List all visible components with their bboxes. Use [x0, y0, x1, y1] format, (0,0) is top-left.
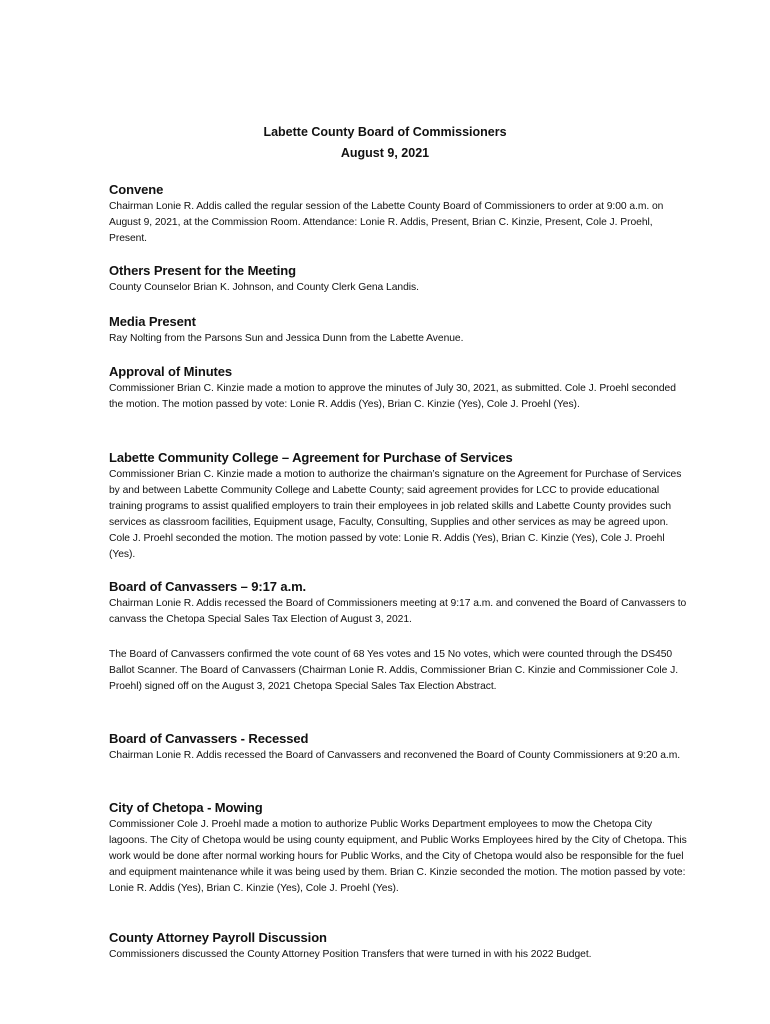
section-lcc-agreement — [109, 449, 689, 563]
section-body: Commissioner Brian C. Kinzie made a motion to approve the minutes of July 30, 2021, as submitted. Cole J. Proehl seconded the motion. The motion passed by vote: Lonie R. Addis (Yes), Brian C. Kinzie (Yes), Cole J. Proehl (Yes). — [109, 383, 676, 410]
section-others-present — [109, 262, 689, 296]
section-body: Ray Nolting from the Parsons Sun and Jessica Dunn from the Labette Avenue. — [109, 333, 464, 344]
section-body: Chairman Lonie R. Addis recessed the Board of Canvassers and reconvened the Board of County Commissioners at 9:20 a.m. — [109, 750, 681, 761]
section-canvass-results — [109, 647, 689, 695]
section-heading: Others Present for the Meeting — [109, 263, 296, 278]
section-body: Commissioner Brian C. Kinzie made a motion to authorize the chairman’s signature on the Agreement for Purchase of Services by and between Labette Community College and Labette County; said agreement provides for LCC to provide educational training programs to assist qualified employers to train their employees in job related skills and Labette County provides such services as classroom facilities, Equipment usage, Faculty, Consulting, Supplies and other services as may be agreed upon. Cole J. Proehl seconded the motion. The motion passed by vote: Lonie R. Addis (Yes), Brian C. Kinzie (Yes), Cole J. Proehl (Yes). — [109, 469, 682, 560]
section-body: Chairman Lonie R. Addis called the regular session of the Labette County Board of Commissioners to order at 9:00 a.m. on August 9, 2021, at the Commission Room. Attendance: Lonie R. Addis, Present, Brian C. Kinzie, Present, Cole J. Proehl, Present. — [109, 201, 664, 244]
section-body: Chairman Lonie R. Addis recessed the Board of Commissioners meeting at 9:17 a.m. and convened the Board of Canvassers to canvass the Chetopa Special Sales Tax Election of August 3, 2021. — [109, 598, 687, 625]
section-board-of-canvassers — [109, 578, 689, 628]
section-heading: Media Present — [109, 314, 196, 329]
section-approval-of-minutes — [109, 363, 689, 413]
section-heading: Approval of Minutes — [109, 364, 233, 379]
section-heading: City of Chetopa - Mowing — [109, 800, 263, 815]
section-chetopa-mowing — [109, 799, 689, 897]
section-heading: Board of Canvassers – 9:17 a.m. — [109, 579, 307, 594]
section-convene — [109, 181, 689, 247]
section-body: Commissioners discussed the County Attorney Position Transfers that were turned in with his 2022 Budget. — [109, 949, 592, 960]
section-heading: County Attorney Payroll Discussion — [109, 930, 327, 945]
section-canvassers-recessed — [109, 730, 689, 764]
section-body: County Counselor Brian K. Johnson, and County Clerk Gena Landis. — [109, 282, 419, 293]
section-body: Commissioner Cole J. Proehl made a motion to authorize Public Works Department employees to mow the Chetopa City lagoons. The City of Chetopa would be using county equipment, and Public Works Employees hired by the City of Chetopa. This work would be done after normal working hours for Public Works, and the City of Chetopa would also be responsible for the fuel and equipment maintenance while it was being used by them. Brian C. Kinzie seconded the motion. The motion passed by vote: Lonie R. Addis (Yes), Brian C. Kinzie (Yes), Cole J. Proehl (Yes). — [109, 819, 687, 894]
section-heading: Labette Community College – Agreement for Purchase of Services — [109, 450, 513, 465]
section-body: The Board of Canvassers confirmed the vote count of 68 Yes votes and 15 No votes, which were counted through the DS450 Ballot Scanner. The Board of Canvassers (Chairman Lonie R. Addis, Commissioner Brian C. Kinzie and Commissioner Cole J. Proehl) signed off on the August 3, 2021 Chetopa Special Sales Tax Election Abstract. — [109, 649, 679, 692]
section-media-present — [109, 313, 689, 347]
section-heading: Board of Canvassers - Recessed — [109, 731, 309, 746]
meeting-date: August 9, 2021 — [340, 146, 430, 160]
section-heading: Convene — [109, 182, 164, 197]
document-title: Labette County Board of Commissioners — [263, 125, 507, 139]
section-county-attorney-payroll — [109, 929, 689, 963]
